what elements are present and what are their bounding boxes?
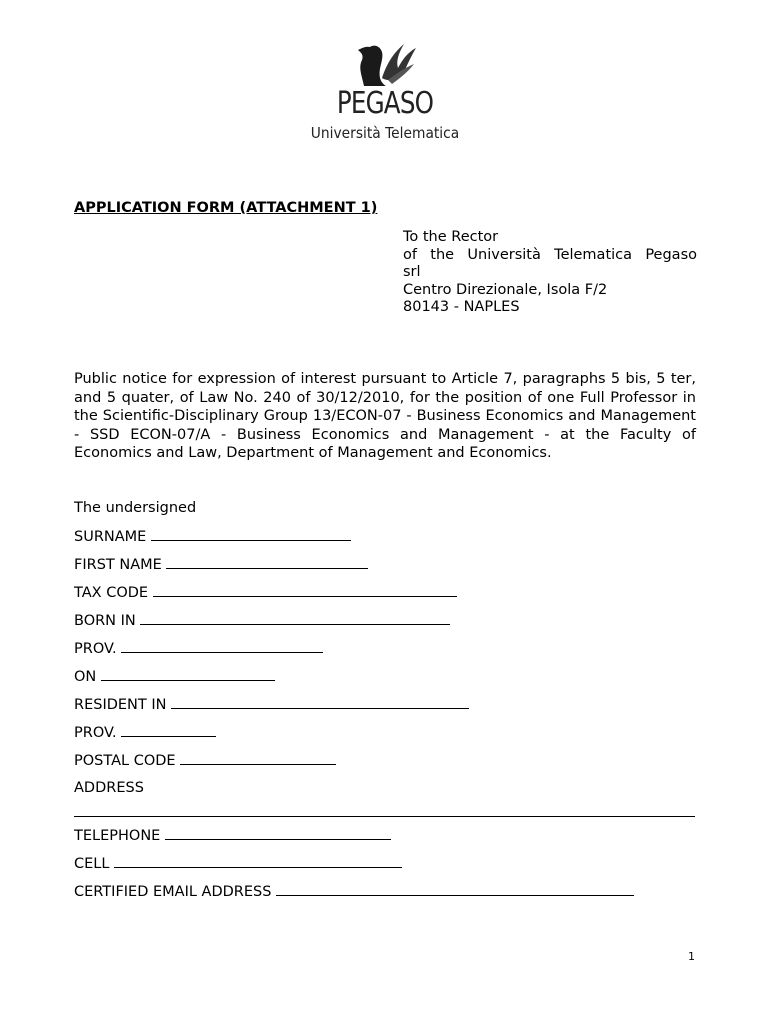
surname-field[interactable]: [74, 528, 351, 545]
certified-email-input-line[interactable]: [276, 883, 634, 896]
cell-input-line[interactable]: [114, 855, 402, 868]
born-in-field[interactable]: [74, 612, 450, 629]
recipient-line: Centro Direzionale, Isola F/2: [403, 281, 608, 298]
postal-code-label: POSTAL CODE: [74, 753, 176, 769]
prov2-field[interactable]: [74, 724, 216, 741]
logo-subtitle: Università Telematica: [310, 124, 460, 142]
address-label: ADDRESS: [74, 780, 144, 796]
postal-code-field[interactable]: [74, 752, 336, 769]
recipient-address: [403, 229, 697, 317]
first-name-field[interactable]: [74, 556, 368, 573]
cell-field[interactable]: [74, 855, 402, 872]
first-name-label: FIRST NAME: [74, 557, 162, 573]
certified-email-label: CERTIFIED EMAIL ADDRESS: [74, 884, 272, 900]
cell-label: CELL: [74, 856, 110, 872]
born-in-input-line[interactable]: [140, 612, 450, 625]
address-input-line[interactable]: [74, 816, 695, 817]
certified-email-field[interactable]: [74, 883, 634, 900]
telephone-label: TELEPHONE: [74, 828, 161, 844]
surname-label: SURNAME: [74, 529, 147, 545]
born-in-label: BORN IN: [74, 613, 136, 629]
recipient-line: 80143 - NAPLES: [403, 299, 520, 315]
undersigned-label: The undersigned: [74, 500, 197, 516]
pegasus-horse-icon: [352, 38, 418, 88]
prov-input-line[interactable]: [121, 640, 323, 653]
prov2-input-line[interactable]: [121, 724, 216, 737]
address-field[interactable]: [74, 780, 144, 796]
resident-in-label: RESIDENT IN: [74, 697, 167, 713]
resident-in-input-line[interactable]: [171, 696, 469, 709]
page-number: 1: [688, 950, 695, 963]
form-title: APPLICATION FORM (ATTACHMENT 1): [74, 200, 378, 216]
prov-label: PROV.: [74, 641, 117, 657]
surname-input-line[interactable]: [151, 528, 351, 541]
recipient-line: srl: [403, 264, 421, 280]
on-date-label: ON: [74, 669, 97, 685]
logo-name: PEGASO: [336, 86, 434, 121]
resident-in-field[interactable]: [74, 696, 469, 713]
recipient-line: of the Università Telematica Pegaso: [403, 246, 697, 263]
first-name-input-line[interactable]: [166, 556, 368, 569]
tax-code-label: TAX CODE: [74, 585, 149, 601]
prov-field[interactable]: [74, 640, 323, 657]
prov2-label: PROV.: [74, 725, 117, 741]
recipient-line: To the Rector: [403, 229, 499, 245]
telephone-input-line[interactable]: [165, 827, 391, 840]
postal-code-input-line[interactable]: [180, 752, 336, 765]
tax-code-input-line[interactable]: [153, 584, 457, 597]
tax-code-field[interactable]: [74, 584, 457, 601]
public-notice-text: Public notice for expression of interest pursuant to Article 7, paragraphs 5 bis, 5 ter, and 5 quater, of Law No. 240 of 30/12/2010, for the position of one Full Professor in the Scientific-Disciplinary Group 13/ECON-07 - Business Economics and Management - SSD ECON-07/A - Business Economics and Management - at the Faculty of Economics and Law, Department of Management and Economics.: [74, 371, 696, 461]
telephone-field[interactable]: [74, 827, 391, 844]
on-date-field[interactable]: [74, 668, 275, 685]
university-logo: [290, 38, 480, 148]
on-date-input-line[interactable]: [101, 668, 275, 681]
